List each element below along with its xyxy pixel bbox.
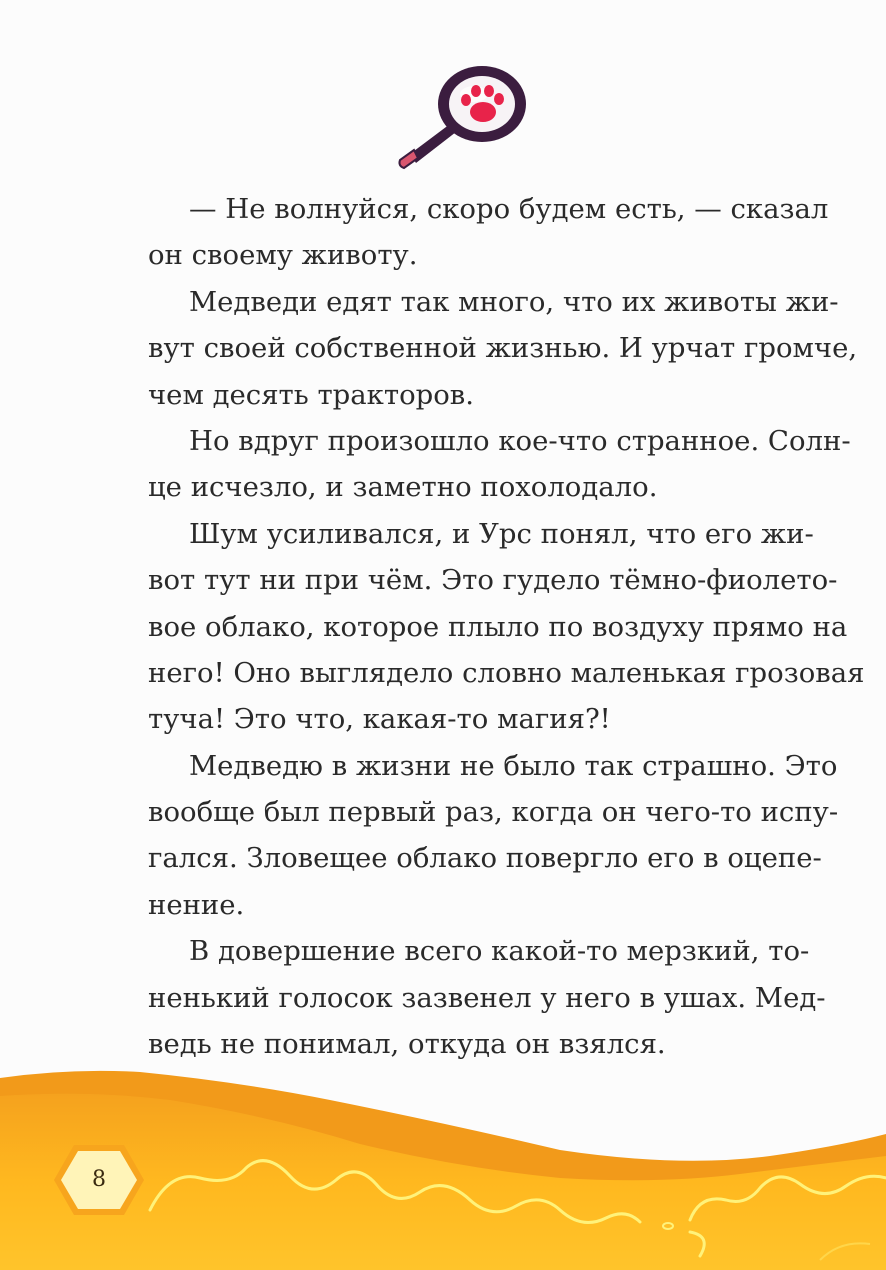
text-line: — Не волнуйся, скоро будем есть, — сказал bbox=[189, 193, 829, 225]
text-line: В довершение всего какой-то мерзкий, то- bbox=[189, 935, 810, 968]
text-line: вое облако, которое плыло по воздуху прямо на bbox=[148, 610, 848, 643]
paragraph bbox=[148, 279, 858, 418]
text-line: чем десять тракторов. bbox=[148, 378, 475, 411]
text-line: Медведю в жизни не было так страшно. Это bbox=[189, 749, 838, 782]
magnifier-handle bbox=[400, 124, 457, 168]
magnifying-glass-paw-icon bbox=[390, 62, 530, 174]
text-line: нение. bbox=[148, 888, 245, 921]
text-line: ненький голосок зазвенел у него в ушах. Мед- bbox=[148, 981, 826, 1014]
paragraph bbox=[148, 743, 839, 929]
text-line: Шум усиливался, и Урс понял, что его жи- bbox=[189, 517, 814, 550]
text-line: он своему животу. bbox=[148, 239, 418, 272]
paragraph bbox=[148, 511, 865, 743]
paragraph bbox=[148, 418, 851, 511]
text-line: вообще был первый раз, когда он чего-то испу- bbox=[148, 796, 839, 829]
text-line: Медведи едят так много, что их животы жи- bbox=[189, 285, 839, 318]
text-line: вут своей собственной жизнью. И урчат громче, bbox=[148, 332, 858, 365]
text-line: ведь не понимал, откуда он взялся. bbox=[148, 1028, 666, 1061]
paragraph bbox=[148, 928, 826, 1067]
text-line: него! Оно выглядело словно маленькая грозовая bbox=[148, 656, 865, 689]
text-line: гался. Зловещее облако повергло его в оцепе- bbox=[148, 842, 822, 875]
paragraph bbox=[148, 186, 829, 279]
text-line: це исчезло, и заметно похолодало. bbox=[148, 471, 658, 504]
text-line: вот тут ни при чём. Это гудело тёмно-фиолето- bbox=[148, 564, 838, 597]
page-number: 8 bbox=[92, 1167, 106, 1192]
text-line: Но вдруг произошло кое-что странное. Солн- bbox=[189, 424, 851, 457]
story-text bbox=[148, 186, 865, 1067]
text-line: туча! Это что, какая-то магия?! bbox=[148, 703, 611, 736]
